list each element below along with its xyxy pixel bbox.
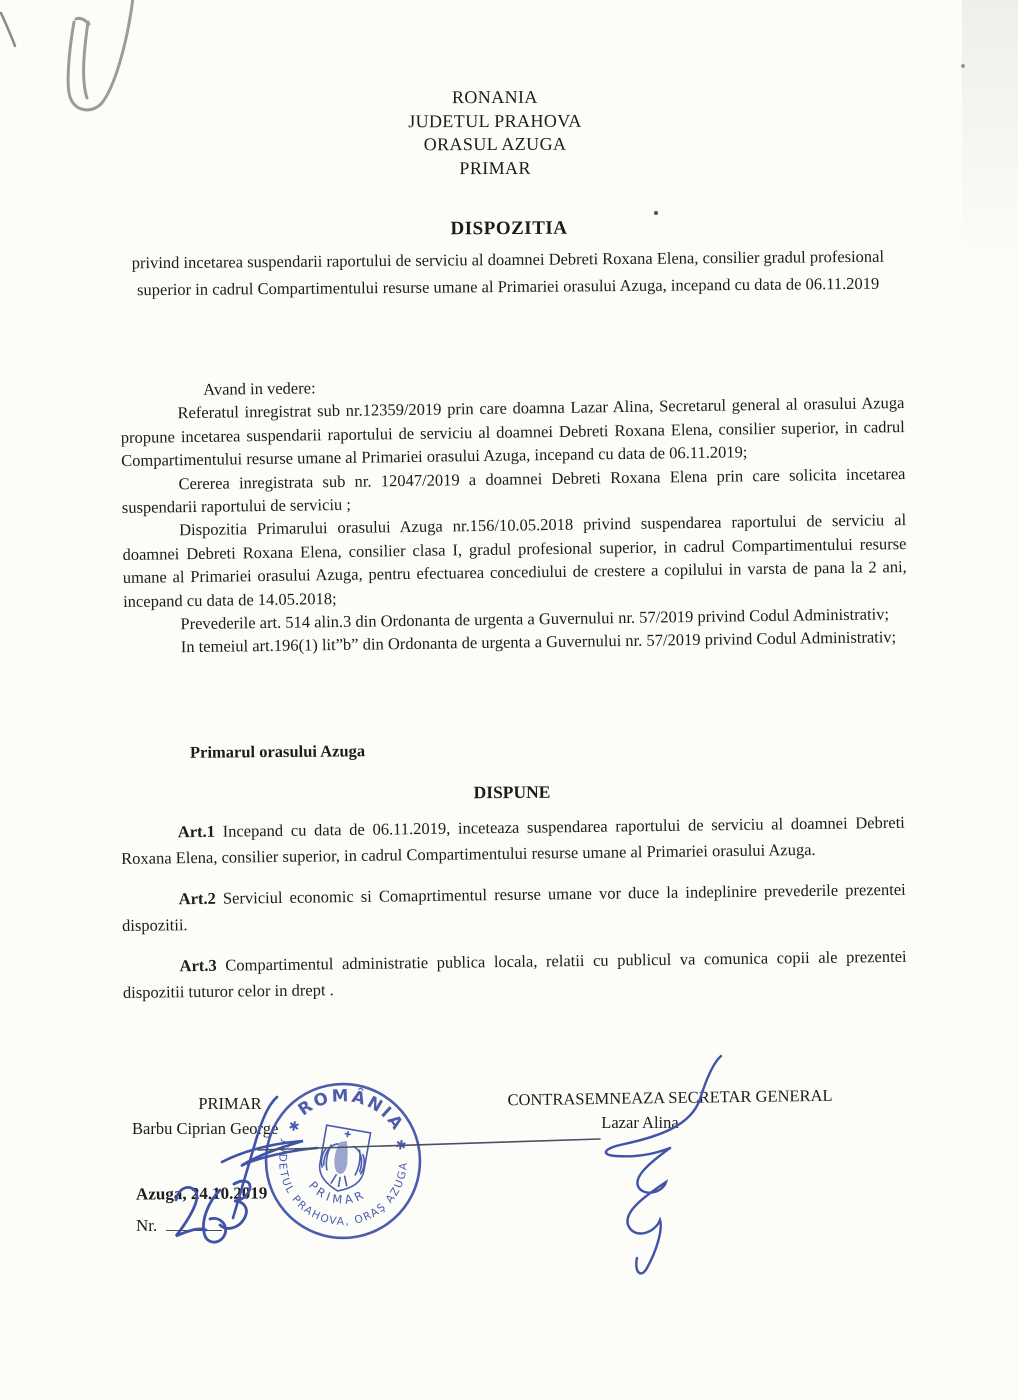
articles-section bbox=[121, 810, 908, 1021]
letterhead-line-county: JUDETUL PRAHOVA bbox=[408, 110, 582, 131]
article-2 bbox=[122, 877, 907, 939]
number-label: Nr. bbox=[136, 1216, 158, 1235]
preamble-intro: Avand in vedere: bbox=[203, 378, 316, 399]
stamp-inner-text: PRIMAR bbox=[305, 1178, 369, 1208]
article-1-label: Art.1 bbox=[177, 821, 216, 842]
article-1 bbox=[121, 810, 906, 872]
document-title: DISPOZITIA bbox=[450, 217, 568, 240]
preamble-paragraph: In temeiul art.196(1) lit”b” din Ordonanta de urgenta a Guvernului nr. 57/2019 privind Codul Administrativ; bbox=[180, 627, 897, 657]
preamble-section bbox=[120, 368, 908, 660]
mayor-signature-title: PRIMAR bbox=[198, 1094, 262, 1113]
issuer-line: Primarul orasului Azuga bbox=[189, 741, 366, 762]
corner-scan-artifact bbox=[1, 13, 15, 46]
stamp-country-text: ROMÂNIA bbox=[294, 1085, 409, 1135]
stamp-coat-of-arms-icon bbox=[316, 1125, 371, 1195]
letterhead-line-country: RONANIA bbox=[451, 86, 538, 108]
letterhead-line-town: ORASUL AZUGA bbox=[423, 133, 567, 155]
preamble-paragraph: Dispozitia Primarului orasului Azuga nr.156/10.05.2018 privind suspendarea raportului de serviciu al doamnei Debreti Roxana Elena, consilier clasa I, gradul profesional superior, in cadrul Compartimentului resurse umane al Primariei orasului Azuga, pentru efectuarea concediului de crestere a copilului in varsta de pana la 2 ani, incepand cu data de 14.05.2018; bbox=[122, 510, 907, 611]
svg-text:ROMÂNIA bbox=[292, 1080, 414, 1137]
article-1-text: Incepand cu data de 06.11.2019, inceteaza suspendarea raportului de serviciu al doamnei Debreti Roxana Elena, consilier superior, in cadrul Compartimentului resurse umane al Primariei orasului Azuga. bbox=[121, 812, 905, 869]
mayor-signature-name: Barbu Ciprian George bbox=[132, 1119, 279, 1138]
document-subtitle: privind incetarea suspendarii raportului de serviciu al doamnei Debreti Roxana Elena, consilier gradul profesional superior in cadrul Compartimentului resurse umane al Primariei orasului Azuga, incepand cu data de 06.11.2019 bbox=[131, 246, 885, 299]
article-3-label: Art.3 bbox=[179, 955, 217, 976]
title-dot-artifact bbox=[654, 211, 658, 215]
article-3-text: Compartimentul administratie publica locala, relatii cu publicul va comunica copii ale prezentei dispozitii tuturor celor in drept . bbox=[122, 946, 907, 1002]
preamble-paragraph: Prevederile art. 514 alin.3 din Ordonanta de urgenta a Guvernului nr. 57/2019 privind Codul Administrativ; bbox=[180, 604, 890, 634]
secretary-signature-title: CONTRASEMNEAZA SECRETAR GENERAL bbox=[507, 1085, 833, 1110]
secretary-signature-name: Lazar Alina bbox=[601, 1113, 679, 1132]
article-2-text: Serviciul economic si Comaprtimentul resurse umane vor duce la indeplinire prevederile prezentei dispozitii. bbox=[121, 879, 906, 935]
scan-speck-artifact bbox=[961, 64, 965, 68]
letterhead bbox=[300, 85, 690, 180]
paperclip-icon bbox=[68, 0, 133, 110]
stamp-star-right-icon: ✱ bbox=[394, 1136, 408, 1154]
article-3 bbox=[122, 944, 907, 1006]
number-blank-line bbox=[166, 1212, 222, 1231]
article-2-label: Art.2 bbox=[178, 888, 216, 909]
round-stamp bbox=[262, 1080, 424, 1242]
stamp-star-left-icon: ✱ bbox=[287, 1117, 301, 1135]
preamble-paragraph: Referatul inregistrat sub nr.12359/2019 prin care doamna Lazar Alina, Secretarul general al orasului Azuga propune incetarea suspendarii raportului de serviciu al doamnei Debreti Roxana Elena, consilier superior, in cadrul Compartimentului resurse umane al Primariei orasului Azuga, incepand cu data de 06.11.2019; bbox=[120, 393, 905, 471]
number-line bbox=[136, 1212, 222, 1236]
decree-heading: DISPUNE bbox=[473, 781, 551, 803]
place-and-date: Azuga, 24.10.2019 bbox=[135, 1183, 268, 1204]
stamp-ring-text: JUDETUL PRAHOVA, ORAŞ AZUGA bbox=[276, 1138, 410, 1228]
letterhead-line-office: PRIMAR bbox=[459, 157, 531, 178]
preamble-paragraph: Cererea inregistrata sub nr. 12047/2019 a doamnei Debreti Roxana Elena prin care solicita incetarea suspendarii raportului de serviciu ; bbox=[121, 463, 906, 518]
